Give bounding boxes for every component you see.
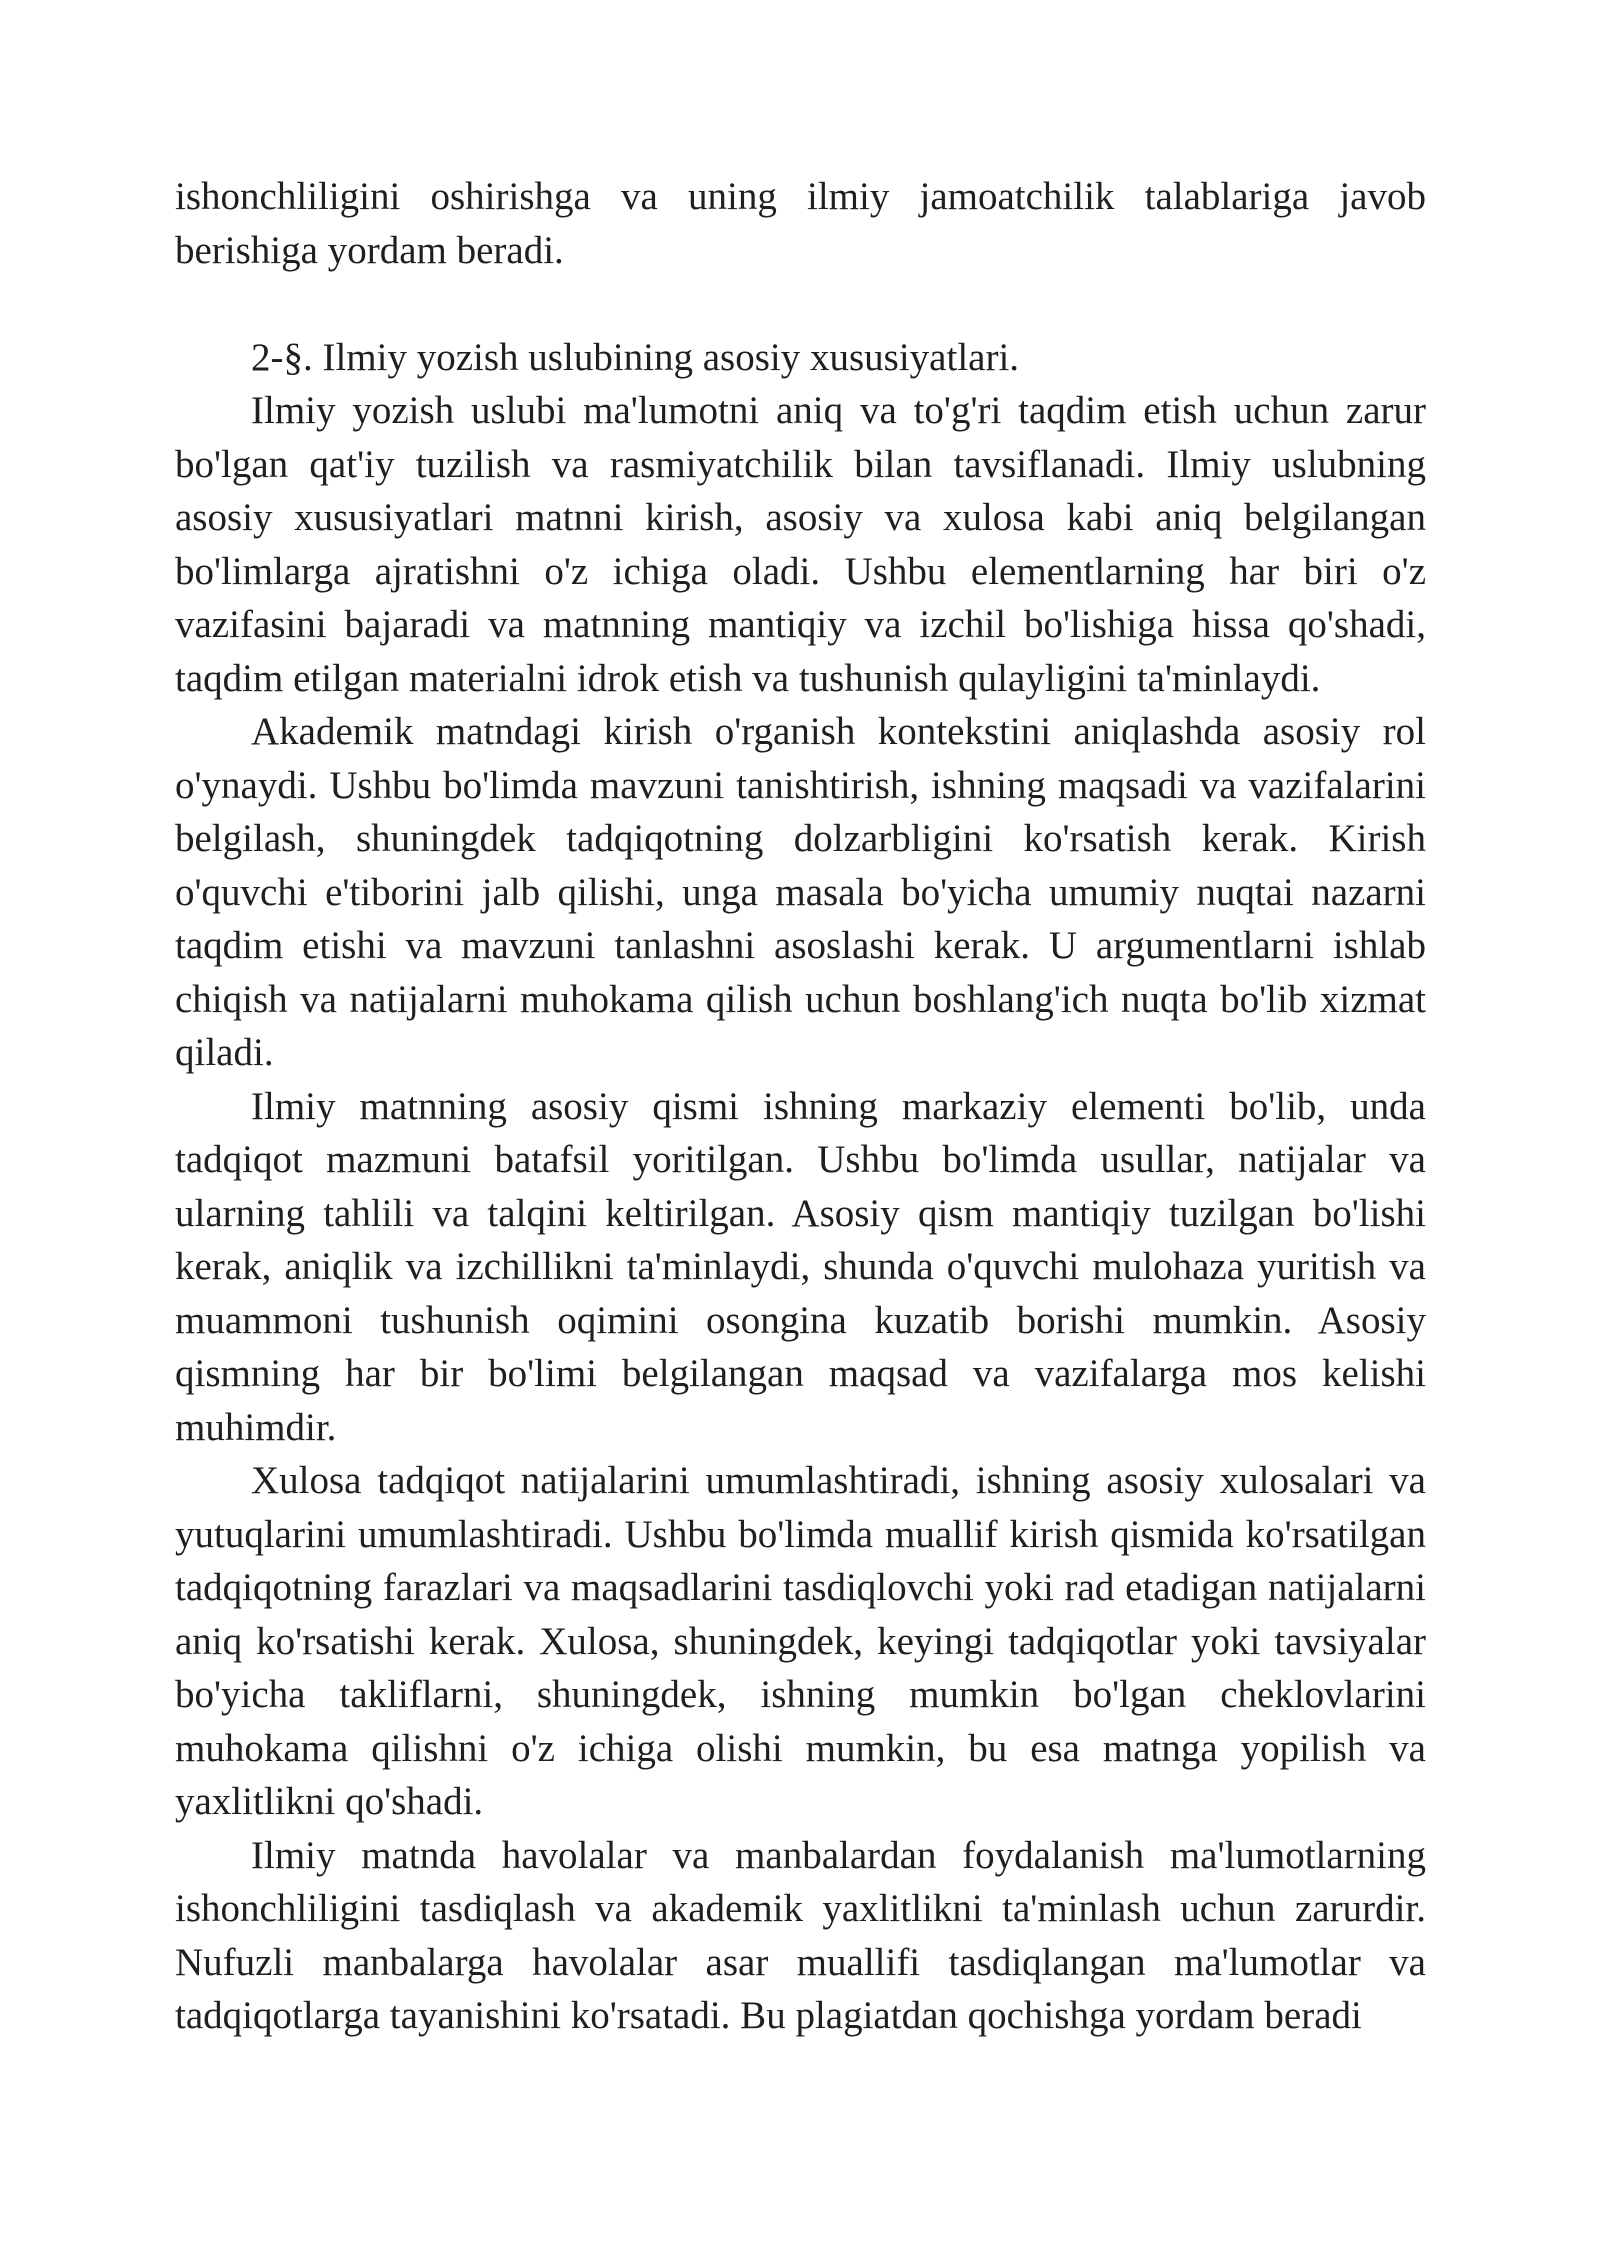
paragraph-main-body: Ilmiy matnning asosiy qismi ishning markaziy elementi bo'lib, unda tadqiqot mazmuni batafsil yoritilgan. Ushbu bo'limda usullar, natijalar va ularning tahlili va talqini keltirilgan. Asosiy qism mantiqiy tuzilgan bo'lishi kerak, aniqlik va izchillikni ta'minlaydi, shunda o'quvchi mulohaza yuritish va muammoni tushunish oqimini osongina kuzatib borishi mumkin. Asosiy qismning har bir bo'limi belgilangan maqsad va vazifalarga mos kelishi muhimdir. — [175, 1084, 1426, 1449]
paragraph-references: Ilmiy matnda havolalar va manbalardan foydalanish ma'lumotlarning ishonchliligini tasdiqlash va akademik yaxlitlikni ta'minlash uchun zarurdir. Nufuzli manbalarga havolalar asar muallifi tasdiqlangan ma'lumotlar va tadqiqotlarga tayanishini ko'rsatadi. Bu plagiatdan qochishga yordam beradi — [175, 1833, 1426, 2037]
continuation-paragraph: ishonchliligini oshirishga va uning ilmiy jamoatchilik talablariga javob berishiga yordam beradi. — [175, 175, 1426, 272]
paragraph-intro-style: Ilmiy yozish uslubi ma'lumotni aniq va to'g'ri taqdim etish uchun zarur bo'lgan qat'iy tuzilish va rasmiyatchilik bilan tavsiflanadi. Ilmiy uslubning asosiy xususiyatlari matnni kirish, asosiy va xulosa kabi aniq belgilangan bo'limlarga ajratishni o'z ichiga oladi. Ushbu elementlarning har biri o'z vazifasini bajaradi va matnning mantiqiy va izchil bo'lishiga hissa qo'shadi, taqdim etilgan materialni idrok etish va tushunish qulayligini ta'minlaydi. — [175, 389, 1426, 700]
document-page — [175, 170, 1426, 2043]
paragraph-conclusion: Xulosa tadqiqot natijalarini umumlashtiradi, ishning asosiy xulosalari va yutuqlarini umumlashtiradi. Ushbu bo'limda muallif kirish qismida ko'rsatilgan tadqiqotning farazlari va maqsadlarini tasdiqlovchi yoki rad etadigan natijalarni aniq ko'rsatishi kerak. Xulosa, shuningdek, keyingi tadqiqotlar yoki tavsiyalar bo'yicha takliflarni, shuningdek, ishning mumkin bo'lgan cheklovlarini muhokama qilishni o'z ichiga olishi mumkin, bu esa matnga yopilish va yaxlitlikni qo'shadi. — [175, 1459, 1426, 1823]
section-heading: 2-§. Ilmiy yozish uslubining asosiy xususiyatlari. — [251, 335, 1020, 379]
paragraph-introduction: Akademik matndagi kirish o'rganish kontekstini aniqlashda asosiy rol o'ynaydi. Ushbu bo'limda mavzuni tanishtirish, ishning maqsadi va vazifalarini belgilash, shuningdek tadqiqotning dolzarbligini ko'rsatish kerak. Kirish o'quvchi e'tiborini jalb qilishi, unga masala bo'yicha umumiy nuqtai nazarni taqdim etishi va mavzuni tanlashni asoslashi kerak. U argumentlarni ishlab chiqish va natijalarni muhokama qilish uchun boshlang'ich nuqta bo'lib xizmat qiladi. — [175, 710, 1426, 1074]
